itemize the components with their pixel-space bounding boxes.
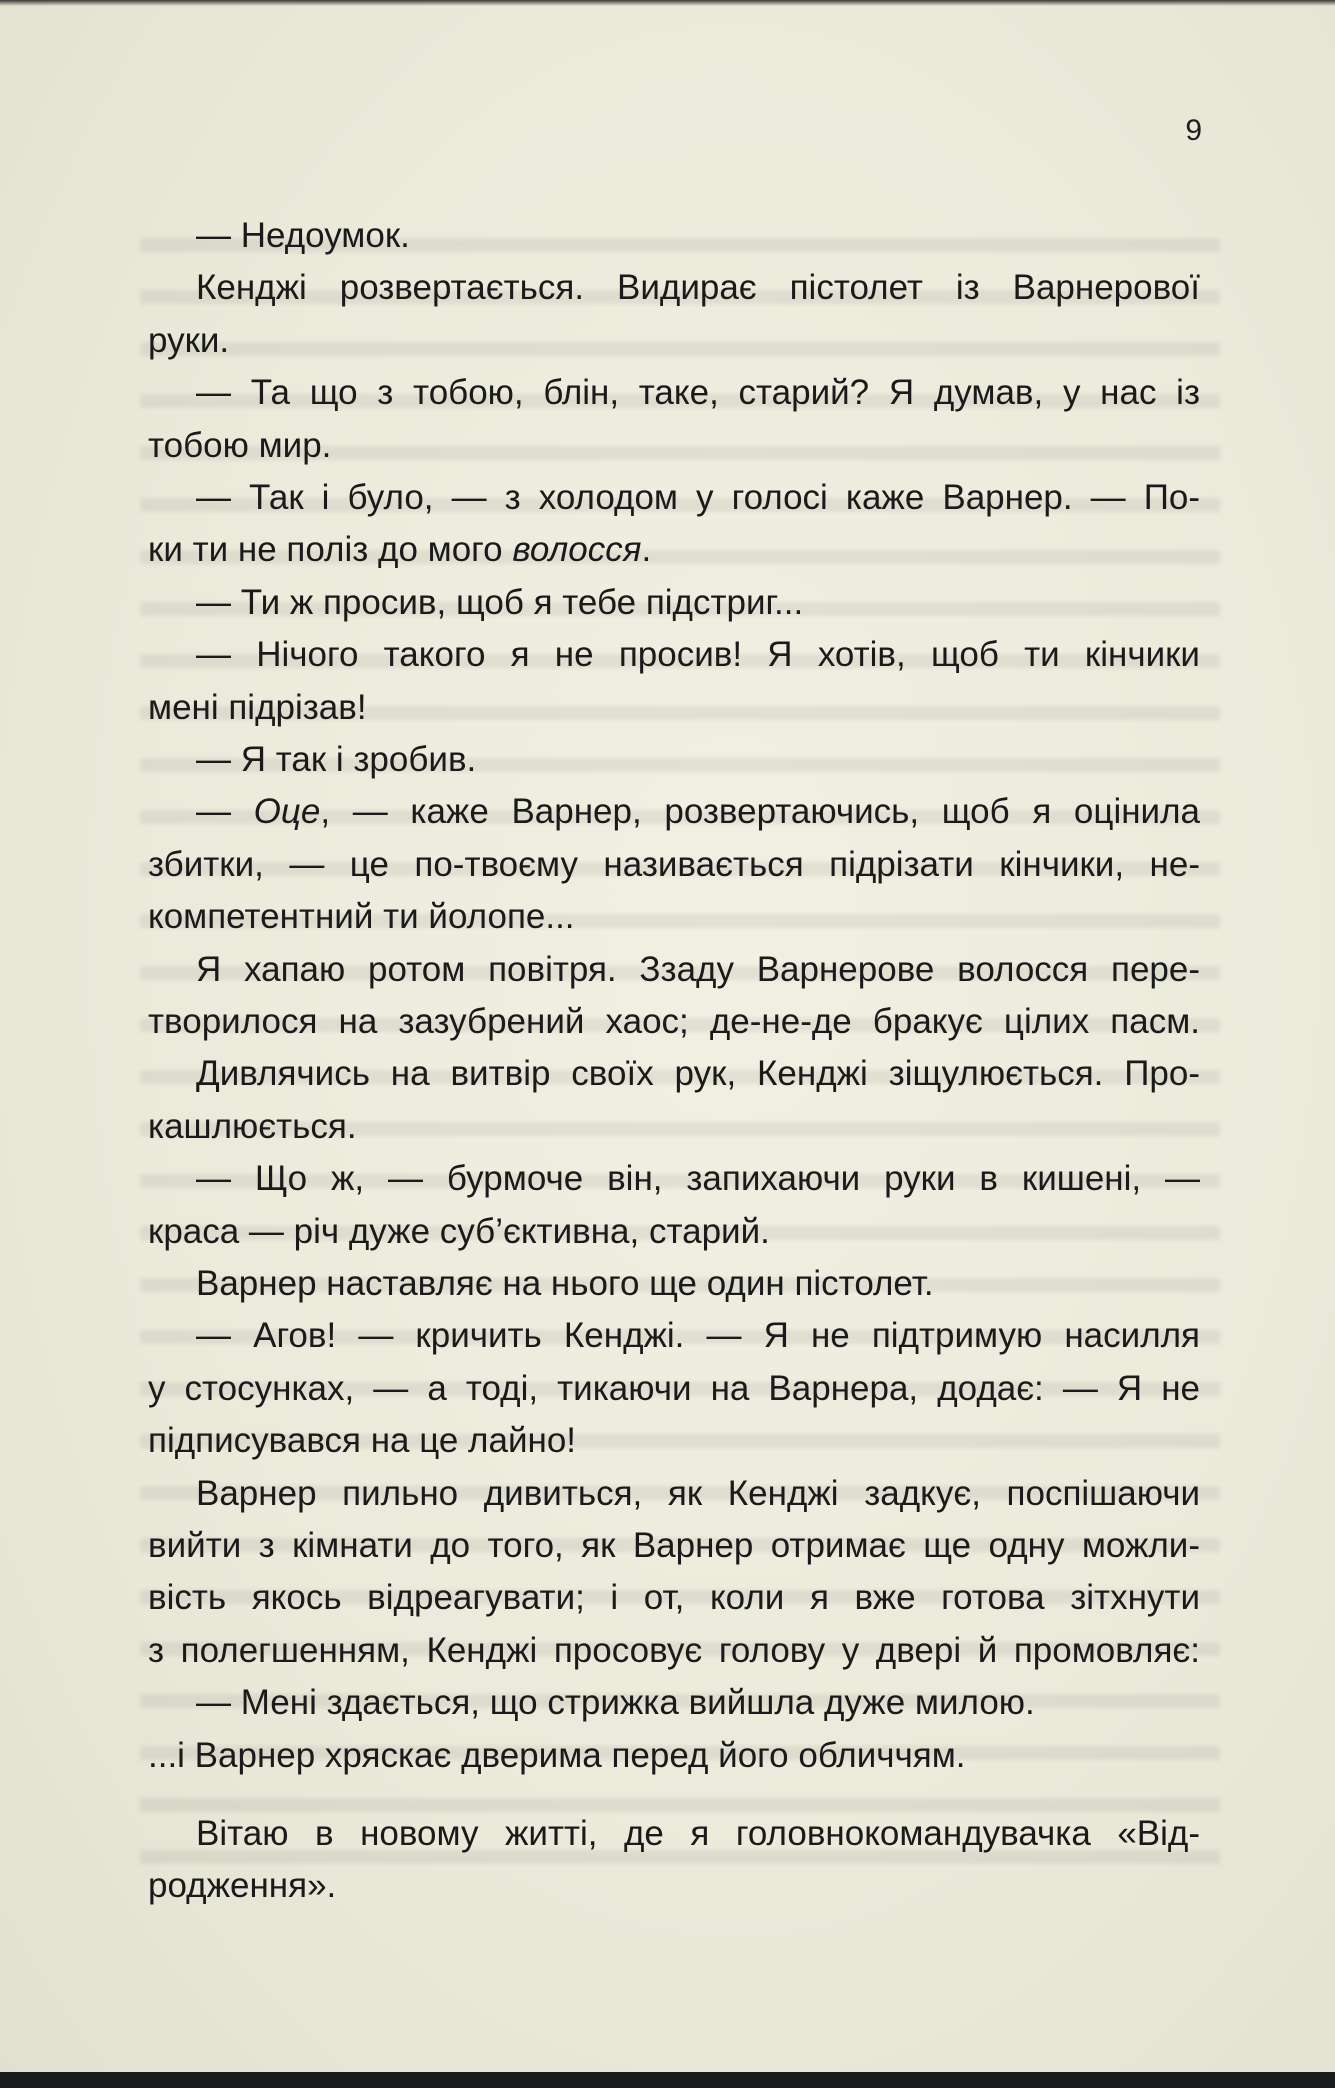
- text-line: мені підрізав!: [148, 687, 367, 727]
- text-line: — Ти ж просив, щоб я тебе підстриг...: [196, 582, 804, 622]
- text-line: творилося на зазубрений хаос; де-не-де бракує цілих пасм.: [148, 1002, 1200, 1041]
- text-line: — Нічого такого я не просив! Я хотів, щоб ти кінчики: [196, 635, 1200, 675]
- text-line: Вітаю в новому житті, де я головнокомандувачка «Від-: [196, 1814, 1200, 1853]
- text-line: компетентний ти йолопе...: [148, 897, 575, 937]
- text-line: кашлюється.: [148, 1106, 357, 1146]
- italic-word: волосся: [512, 530, 642, 570]
- text-line: [148, 524, 651, 576]
- text-line: — Та що з тобою, блін, таке, старий? Я думав, у нас із: [196, 373, 1200, 413]
- text-line: Дивлячись на витвір своїх рук, Кенджі зіщулюється. Про-: [196, 1054, 1200, 1094]
- text-segment: ки ти не поліз до мого: [148, 530, 513, 570]
- text-line: Варнер пильно дивиться, як Кенджі задкує, поспішаючи: [196, 1473, 1200, 1513]
- text-line: Я хапаю ротом повітря. Ззаду Варнерове волосся пере-: [196, 949, 1200, 989]
- text-segment: .: [641, 530, 652, 570]
- text-segment: —: [196, 792, 254, 832]
- text-line: тобою мир.: [148, 425, 332, 465]
- text-line: Варнер наставляє на нього ще один пістолет.: [196, 1264, 934, 1303]
- text-line: збитки, — це по-твоєму називається підрізати кінчики, не-: [148, 844, 1200, 884]
- text-line: — Що ж, — бурмоче він, запихаючи руки в кишені, —: [196, 1159, 1200, 1199]
- page-top-shadow: [0, 0, 1335, 6]
- text-line: ...і Варнер хряскає дверима перед його обличчям.: [148, 1735, 966, 1775]
- text-line: у стосунках, — а тоді, тикаючи на Варнера, додає: — Я не: [148, 1368, 1200, 1408]
- text-line: краса — річ дуже суб’єктивна, старий.: [148, 1211, 770, 1251]
- text-line: Кенджі розвертається. Видирає пістолет із Варнерової: [196, 268, 1200, 308]
- text-line: вийти з кімнати до того, як Варнер отримає ще одну можли-: [148, 1526, 1200, 1565]
- text-line: [196, 786, 1200, 838]
- text-line: — Агов! — кричить Кенджі. — Я не підтримую насилля: [196, 1316, 1200, 1356]
- text-line: з полегшенням, Кенджі просовує голову у двері й промовляє:: [148, 1630, 1200, 1670]
- text-line: — Так і було, — з холодом у голосі каже Варнер. — По-: [196, 478, 1200, 517]
- text-line: — Я так і зробив.: [196, 740, 477, 779]
- text-line: підписувався на це лайно!: [148, 1421, 577, 1461]
- page-number: 9: [1185, 114, 1202, 147]
- text-segment: , — каже Варнер, розвертаючись, щоб я оцінила: [320, 792, 1200, 832]
- text-line: вість якось відреагувати; і от, коли я вже готова зітхнути: [148, 1578, 1200, 1618]
- text-line: — Недоумок.: [196, 216, 410, 255]
- page-bottom-edge: [0, 2072, 1335, 2088]
- italic-word: Оце: [253, 792, 321, 832]
- text-line: родження».: [148, 1866, 337, 1906]
- text-line: — Мені здається, що стрижка вийшла дуже милою.: [196, 1683, 1035, 1723]
- text-line: руки.: [148, 320, 230, 360]
